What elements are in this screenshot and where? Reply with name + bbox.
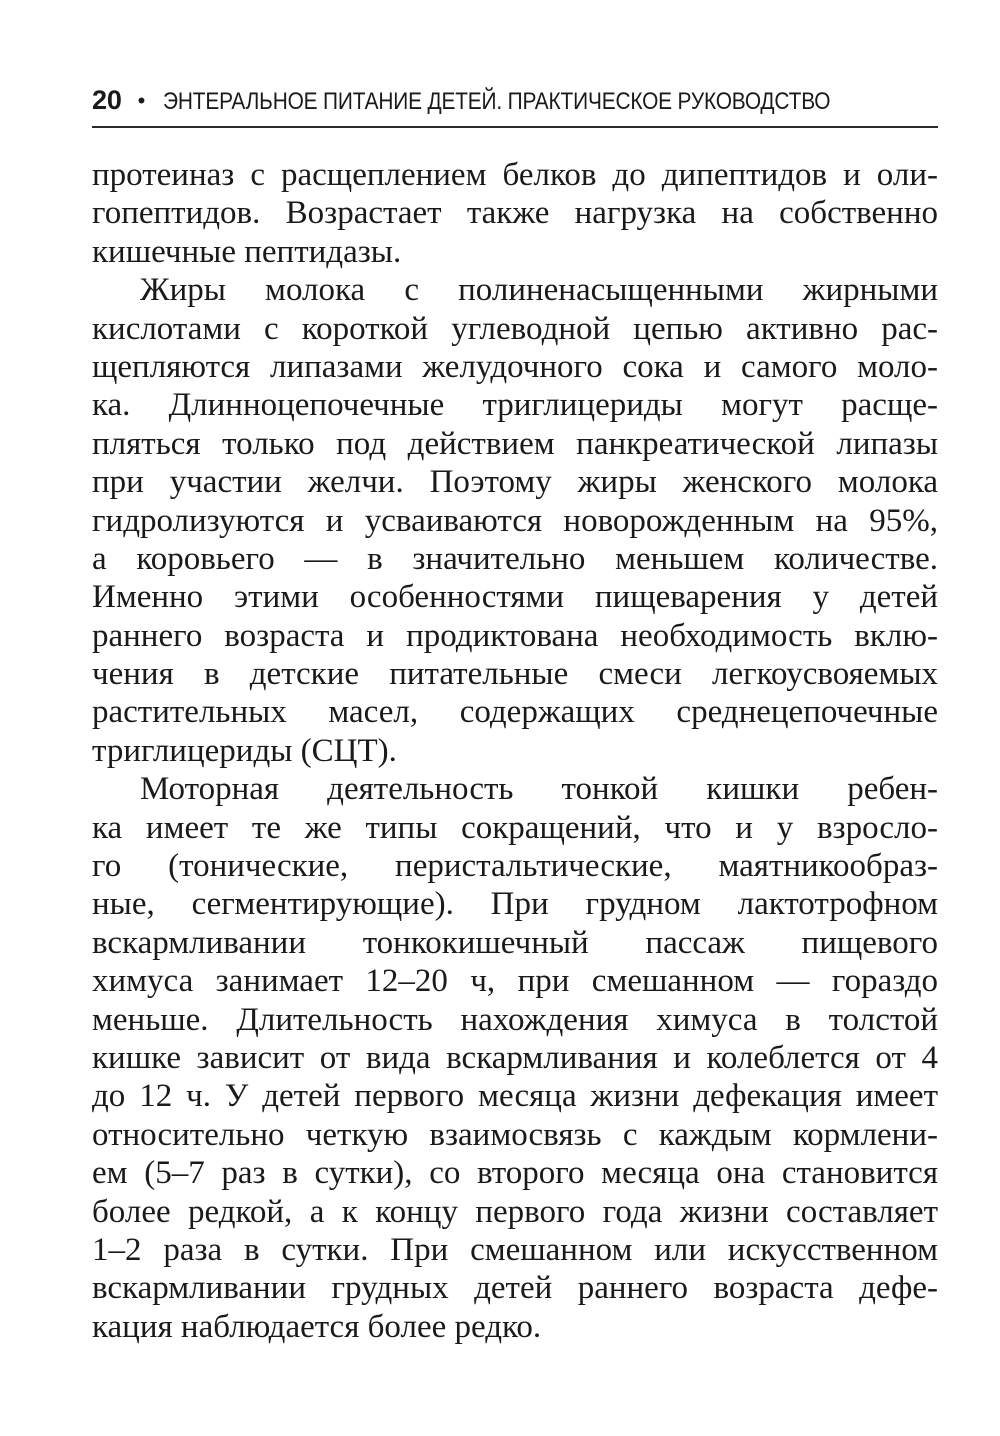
text-line: до 12 ч. У детей первого месяца жизни дефекация имеет xyxy=(92,1078,938,1115)
text-line: ка. Длинноцепочечные триглицериды могут расще- xyxy=(92,387,938,424)
text-line: более редкой, а к концу первого года жизни составляет xyxy=(92,1193,938,1230)
text-line: кация наблюдается более редко. xyxy=(92,1308,542,1345)
text-line: кишечные пептидазы. xyxy=(92,233,402,270)
paragraph-3 xyxy=(92,770,938,1346)
text-line: относительно четкую взаимосвязь с каждым кормлени- xyxy=(92,1116,938,1153)
paragraph-1 xyxy=(92,156,938,271)
text-line: кислотами с короткой углеводной цепью активно рас- xyxy=(92,310,938,347)
body-text xyxy=(92,156,938,1346)
text-line: протеиназ с расщеплением белков до дипептидов и оли- xyxy=(92,157,938,193)
text-line: триглицериды (СЦТ). xyxy=(92,732,397,769)
text-line: щепляются липазами желудочного сока и самого моло- xyxy=(92,348,938,385)
text-line: химуса занимает 12–20 ч, при смешанном — гораздо xyxy=(92,963,938,1000)
bullet-separator: • xyxy=(137,88,146,113)
running-title: ЭНТЕРАЛЬНОЕ ПИТАНИЕ ДЕТЕЙ. ПРАКТИЧЕСКОЕ РУКОВОДСТВО xyxy=(163,88,831,115)
page-number: 20 xyxy=(92,85,122,115)
text-line: растительных масел, содержащих среднецепочечные xyxy=(92,694,938,731)
text-line: ка имеет те же типы сокращений, что и у взросло- xyxy=(92,809,938,846)
paragraph-2 xyxy=(92,271,938,770)
text-line: раннего возраста и продиктована необходимость вклю- xyxy=(92,617,938,654)
text-line: а коровьего — в значительно меньшем количестве. xyxy=(92,540,938,577)
text-line: пляться только под действием панкреатической липазы xyxy=(92,425,938,462)
text-line: гопептидов. Возрастает также нагрузка на собственно xyxy=(92,195,938,232)
text-line: при участии желчи. Поэтому жиры женского молока xyxy=(92,464,938,501)
text-line: чения в детские питательные смеси легкоусвояемых xyxy=(92,656,938,693)
book-page xyxy=(92,80,938,1346)
text-line: ем (5–7 раз в сутки), со второго месяца она становится xyxy=(92,1155,938,1192)
text-line: 1–2 раза в сутки. При смешанном или искусственном xyxy=(92,1231,938,1268)
text-line: го (тонические, перистальтические, маятникообраз- xyxy=(92,848,938,885)
text-line: меньше. Длительность нахождения химуса в толстой xyxy=(92,1001,938,1038)
text-line: Жиры молока с полиненасыщенными жирными xyxy=(140,272,938,309)
text-line: вскармливании тонкокишечный пассаж пищевого xyxy=(92,924,938,961)
running-head xyxy=(92,80,938,120)
text-line: Именно этими особенностями пищеварения у детей xyxy=(92,579,938,616)
text-line: Моторная деятельность тонкой кишки ребен- xyxy=(140,771,938,808)
text-line: гидролизуются и усваиваются новорожденным на 95%, xyxy=(92,502,938,539)
text-line: ные, сегментирующие). При грудном лактотрофном xyxy=(92,886,938,923)
text-line: вскармливании грудных детей раннего возраста дефе- xyxy=(92,1270,938,1307)
text-line: кишке зависит от вида вскармливания и колеблется от 4 xyxy=(92,1039,938,1076)
header-rule xyxy=(92,126,938,128)
